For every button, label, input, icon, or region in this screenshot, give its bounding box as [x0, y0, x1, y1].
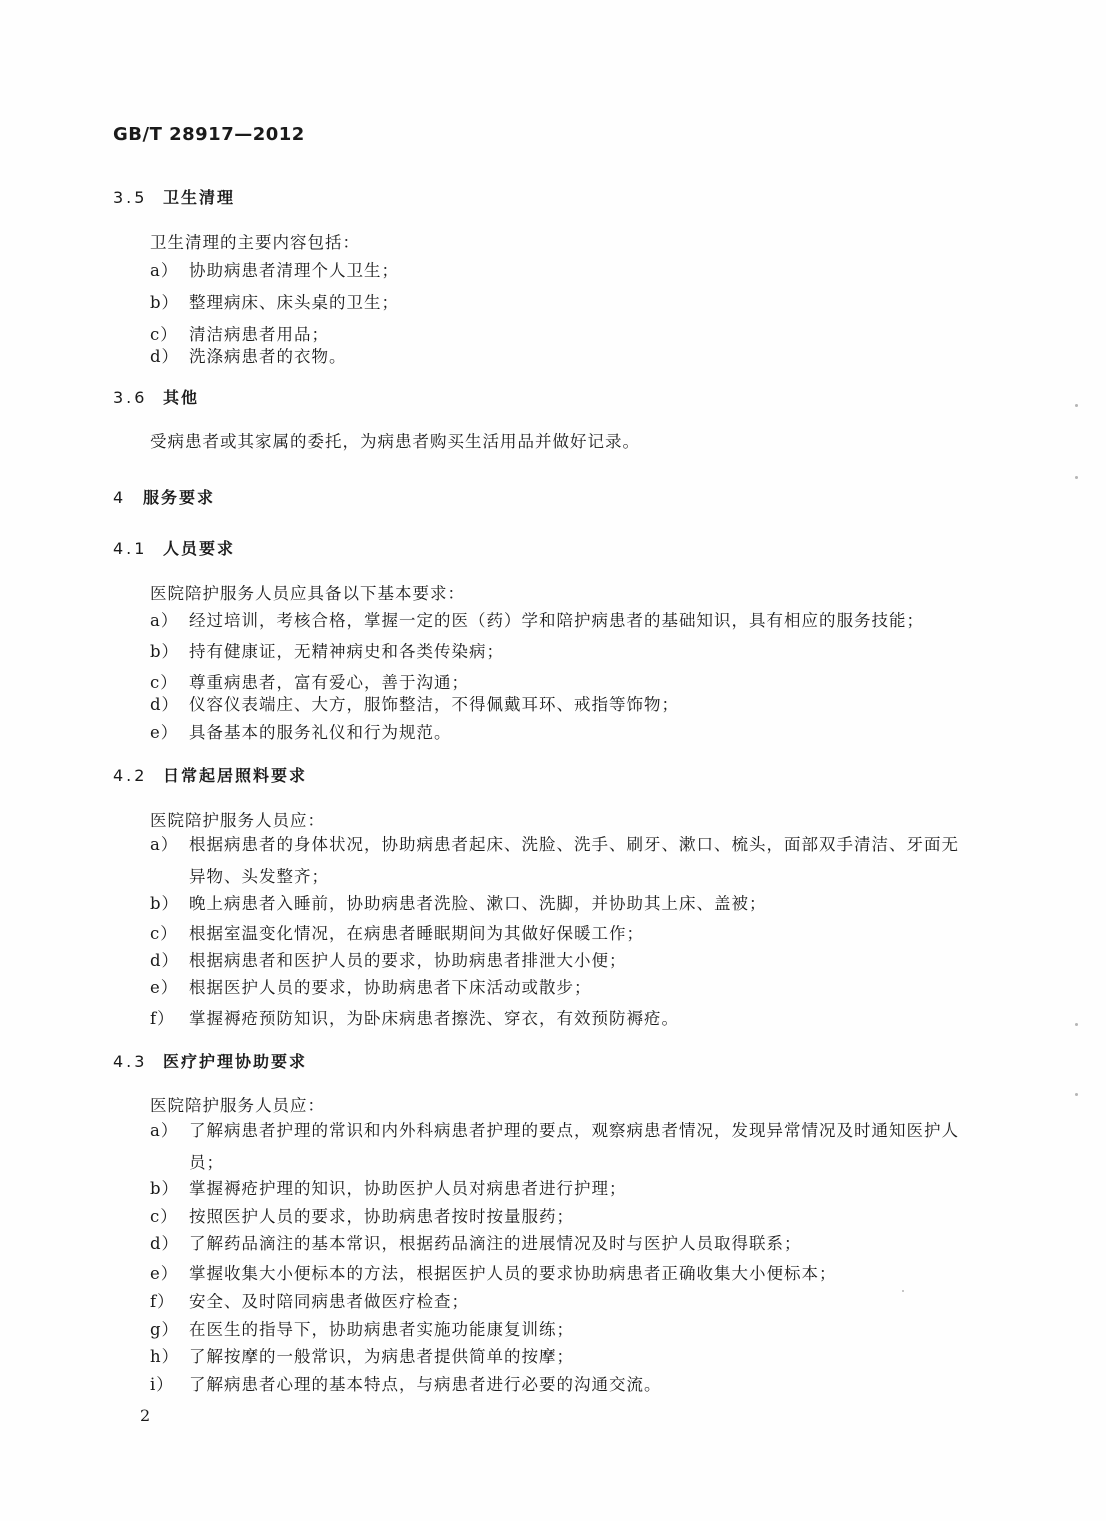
list-item-label: b） — [150, 894, 180, 913]
list-item-text: 根据病患者和医护人员的要求，协助病患者排泄大小便； — [189, 951, 627, 970]
section-intro: 卫生清理的主要内容包括： — [150, 233, 360, 252]
section-title: 卫生清理 — [163, 188, 236, 207]
section-heading-4 — [113, 488, 215, 508]
list-item-label: g） — [150, 1320, 180, 1339]
list-item-label: c） — [150, 325, 178, 344]
list-item-text: 了解按摩的一般常识，为病患者提供简单的按摩； — [189, 1347, 574, 1366]
list-item — [150, 341, 960, 373]
section-number: 4.3 — [113, 1052, 148, 1071]
section-number: 3.6 — [113, 388, 148, 407]
list-item — [150, 287, 960, 319]
section-heading-4-1 — [113, 539, 235, 559]
standard-code: GB/T 28917—2012 — [113, 124, 305, 145]
list-item-text: 持有健康证，无精神病史和各类传染病； — [189, 642, 504, 661]
list-item — [150, 1228, 960, 1260]
list-item — [150, 1369, 960, 1401]
section-intro: 医院陪护服务人员应： — [150, 811, 325, 830]
list-item-text: 了解病患者护理的常识和内外科病患者护理的要点，观察病患者情况，发现异常情况及时通知医护人员； — [189, 1121, 959, 1172]
list-item-text: 安全、及时陪同病患者做医疗检查； — [189, 1292, 469, 1311]
scan-speck — [902, 1290, 904, 1292]
list-item-label: c） — [150, 924, 178, 943]
list-item-text: 尊重病患者，富有爱心，善于沟通； — [189, 673, 469, 692]
list-item — [150, 829, 960, 893]
list-item-label: c） — [150, 673, 178, 692]
list-item-label: e） — [150, 723, 179, 742]
list-item-label: e） — [150, 1264, 179, 1283]
list-item — [150, 717, 960, 749]
section-intro: 受病患者或其家属的委托，为病患者购买生活用品并做好记录。 — [150, 432, 640, 451]
list-item — [150, 888, 960, 920]
list-item-label: d） — [150, 1234, 180, 1253]
list-item-text: 协助病患者清理个人卫生； — [189, 261, 399, 280]
list-item — [150, 605, 960, 637]
section-number: 3.5 — [113, 188, 148, 207]
list-item — [150, 1115, 960, 1179]
section-number: 4.1 — [113, 539, 148, 558]
list-item-label: b） — [150, 642, 180, 661]
section-heading-4-2 — [113, 766, 307, 786]
section-heading-4-3 — [113, 1052, 307, 1072]
section-title: 人员要求 — [163, 539, 236, 558]
list-item-label: a） — [150, 261, 179, 280]
list-item-text: 根据医护人员的要求，协助病患者下床活动或散步； — [189, 978, 592, 997]
list-item-text: 了解药品滴注的基本常识，根据药品滴注的进展情况及时与医护人员取得联系； — [189, 1234, 802, 1253]
list-item-label: f） — [150, 1009, 175, 1028]
section-heading-3-6 — [113, 388, 199, 408]
scan-speck — [1075, 404, 1078, 407]
list-item-label: c） — [150, 1207, 178, 1226]
list-item-text: 掌握褥疮护理的知识，协助医护人员对病患者进行护理； — [189, 1179, 627, 1198]
list-item — [150, 1003, 960, 1035]
list-item-text: 根据病患者的身体状况，协助病患者起床、洗脸、洗手、刷牙、漱口、梳头，面部双手清洁、牙面无异物、头发整齐； — [189, 835, 959, 886]
list-item — [150, 972, 960, 1004]
list-item-text: 按照医护人员的要求，协助病患者按时按量服药； — [189, 1207, 574, 1226]
section-title: 其他 — [163, 388, 200, 407]
section-title: 服务要求 — [143, 488, 216, 507]
section-title: 医疗护理协助要求 — [163, 1052, 308, 1071]
list-item-text: 具备基本的服务礼仪和行为规范。 — [189, 723, 452, 742]
list-item-text: 掌握褥疮预防知识，为卧床病患者擦洗、穿衣，有效预防褥疮。 — [189, 1009, 679, 1028]
list-item-text: 了解病患者心理的基本特点，与病患者进行必要的沟通交流。 — [189, 1375, 662, 1394]
list-item-text: 洗涤病患者的衣物。 — [189, 347, 347, 366]
list-item-label: a） — [150, 1121, 179, 1140]
section-intro: 医院陪护服务人员应具备以下基本要求： — [150, 584, 465, 603]
page-number: 2 — [140, 1406, 151, 1425]
section-number: 4.2 — [113, 766, 148, 785]
list-item-label: f） — [150, 1292, 175, 1311]
list-item-label: a） — [150, 835, 179, 854]
list-item-label: i） — [150, 1375, 174, 1394]
section-number: 4 — [113, 488, 127, 507]
list-item-text: 仪容仪表端庄、大方，服饰整洁，不得佩戴耳环、戒指等饰物； — [189, 695, 679, 714]
list-item-text: 整理病床、床头桌的卫生； — [189, 293, 399, 312]
list-item — [150, 636, 960, 668]
list-item-text: 晚上病患者入睡前，协助病患者洗脸、漱口、洗脚，并协助其上床、盖被； — [189, 894, 767, 913]
scan-speck — [1075, 476, 1078, 479]
list-item-text: 在医生的指导下，协助病患者实施功能康复训练； — [189, 1320, 574, 1339]
section-heading-3-5 — [113, 188, 235, 208]
section-title: 日常起居照料要求 — [163, 766, 308, 785]
list-item-label: d） — [150, 347, 180, 366]
list-item-text: 经过培训，考核合格，掌握一定的医（药）学和陪护病患者的基础知识，具有相应的服务技能； — [189, 611, 924, 630]
list-item-label: e） — [150, 978, 179, 997]
scan-speck — [1075, 1023, 1078, 1026]
list-item — [150, 255, 960, 287]
scan-speck — [1075, 1093, 1078, 1096]
list-item-label: a） — [150, 611, 179, 630]
list-item-label: b） — [150, 1179, 180, 1198]
list-item-text: 清洁病患者用品； — [189, 325, 329, 344]
list-item-label: b） — [150, 293, 180, 312]
list-item-label: d） — [150, 951, 180, 970]
list-item-label: d） — [150, 695, 180, 714]
list-item-text: 掌握收集大小便标本的方法，根据医护人员的要求协助病患者正确收集大小便标本； — [189, 1264, 837, 1283]
list-item-label: h） — [150, 1347, 180, 1366]
section-intro: 医院陪护服务人员应： — [150, 1096, 325, 1115]
list-item-text: 根据室温变化情况，在病患者睡眠期间为其做好保暖工作； — [189, 924, 644, 943]
